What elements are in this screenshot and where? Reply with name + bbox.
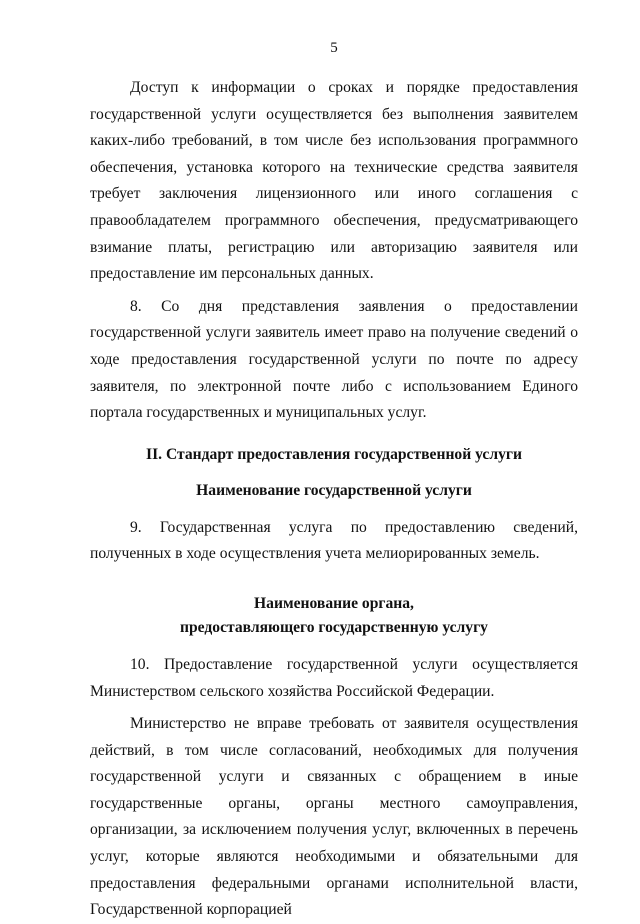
paragraph-item-9: 9. Государственная услуга по предоставлению сведений, полученных в ходе осуществления учета мелиорированных земель. bbox=[90, 518, 578, 563]
paragraph-item-10: 10. Предоставление государственной услуги осуществляется Министерством сельского хозяйства Российской Федерации. bbox=[90, 655, 578, 700]
page-number: 5 bbox=[330, 40, 338, 56]
subheading-organ-line2: предоставляющего государственную услугу bbox=[180, 618, 488, 636]
subheading-organ-line1: Наименование органа, bbox=[254, 594, 414, 612]
subheading-organ bbox=[90, 592, 578, 640]
subheading-service-name: Наименование государственной услуги bbox=[196, 481, 472, 499]
paragraph-access-info: Доступ к информации о сроках и порядке предоставления государственной услуги осуществляется без выполнения заявителем каких-либо требований, в том числе без использования программного обеспечения, установка которого на технические средства заявителя требует заключения лицензионного или иного соглашения с правообладателем программного обеспечения, предусматривающего взимание платы, регистрацию или авторизацию заявителя или предоставление им персональных данных. bbox=[90, 79, 578, 283]
section-heading: II. Стандарт предоставления государственной услуги bbox=[146, 445, 522, 463]
paragraph-item-8: 8. Со дня представления заявления о предоставлении государственной услуги заявитель имеет право на получение сведений о ходе предоставления государственной услуги по почте по адресу заявителя, по электронной почте либо с использованием Единого портала государственных и муниципальных услуг. bbox=[90, 297, 578, 422]
paragraph-ministry-restrictions: Министерство не вправе требовать от заявителя осуществления действий, в том числе согласований, необходимых для получения государственной услуги и связанных с обращением в иные государственные органы, органы местного самоуправления, организации, за исключением получения услуг, включенных в перечень услуг, которые являются необходимыми и обязательными для предоставления федеральными органами исполнительной власти, Государственной корпорацией bbox=[90, 715, 578, 919]
